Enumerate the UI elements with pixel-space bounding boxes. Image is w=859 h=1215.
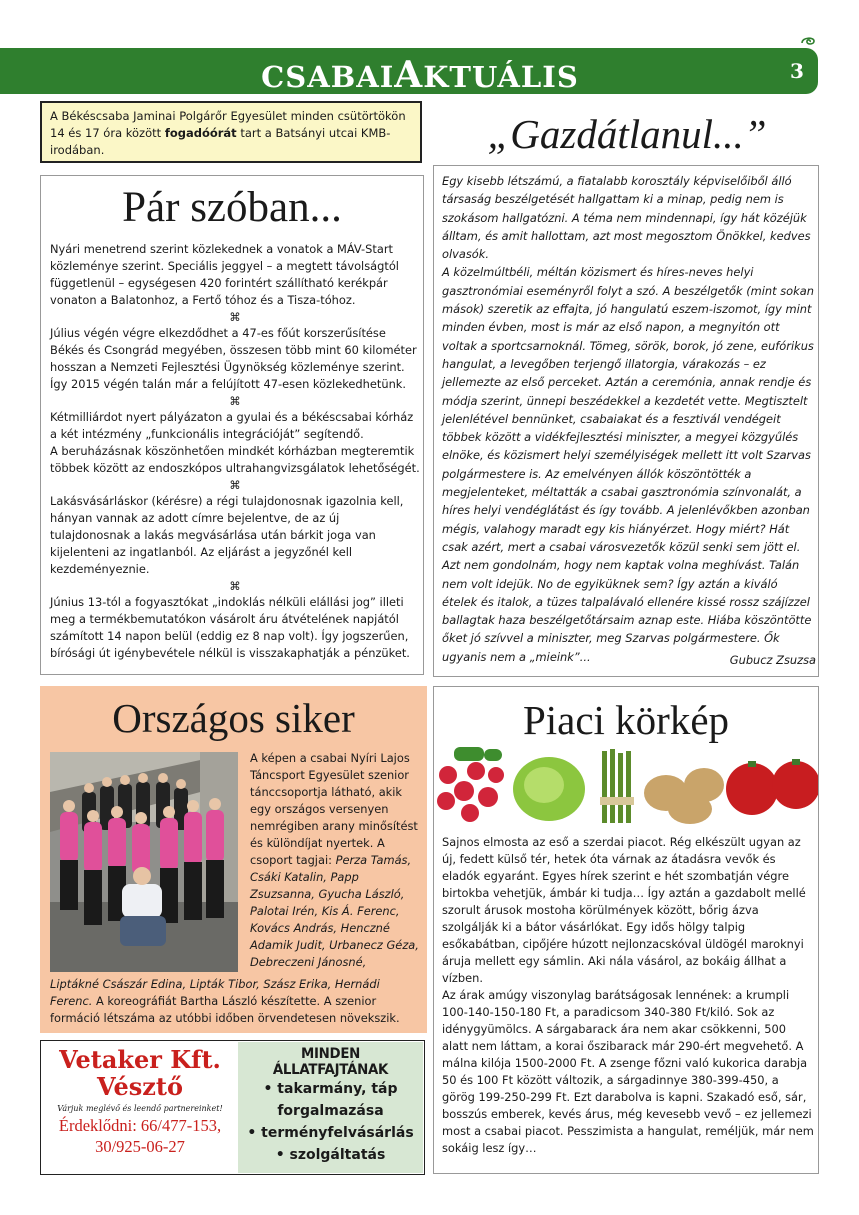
ad-phone-2: 30/925-06-27 — [95, 1137, 185, 1156]
masthead-prefix: CSABAI — [261, 60, 395, 94]
article-paragraph: Lakásvásárláskor (kérésre) a régi tulajdonosnak igazolnia kell, hányan vannak az adott címre bejelentve, de az új tulajdonosnak a lakás megvásárlása után bárkit joga van kijelenteni az ingatlanból. Az eljárást a jegyzőnél kell kezdeményeznie. — [50, 494, 404, 576]
office-hours-text-end: tart a Batsányi utcai KMB-irodában. — [50, 126, 391, 157]
article-paragraph: Nyári menetrend szerint közlekednek a vonatok a MÁV-Start közleménye szerint. Speciális jeggyel – a megtett távolságtól függetlenül – egységesen 420 forintért szállítható kerékpár vonaton a Balatonhoz, a Fertő tóhoz és a Tisza-tóhoz. — [50, 242, 399, 307]
article-paragraph: Kétmilliárdot nyert pályázaton a gyulai és a békéscsabai kórház a két intézmény „funkcionális integrációját” segítendő. A beruházásnak köszönhetően mindkét kórházban megteremtik többek között az endoszkópos ultrahangvizsgálatok lehetőségét. — [50, 410, 420, 475]
article-paragraph: Sajnos elmosta az eső a szerdai piacot. Rég elkészült ugyan az új, fedett külső tér, hetek óta várnak az átadásra vevők és eladók egyaránt. Egyes hírek szerint e hét szombatján végre birtokba vehetjük, ámbár ki tudja… Így aztán a gazdabolt mellé szorult árusok mostoha körülmények között, bőrig ázva szolgálják ki a bátor vásárlókat. Egy idős hölgy talpig esőkabátban, cipőjére húzott nejlonzacskóval üldögél maroknyi áruja mellett egy sámlin. Aki nála vásárol, az bokáig állhat a vízben. — [442, 835, 806, 985]
article-paragraph: A közelmúltbéli, méltán közismert és híres-neves helyi gasztronómiai eseményről folyt a szó. A beszélgetők (mint sokan mások) szeretik az effajta, jó hangulatú eszem-iszomot, így mint minden évben, most is már az első napon, a megnyitón ott voltak a sportcsarnoknál. Tömeg, sörök, borok, jó zene, eufórikus hangulat, a levegőben terjengő illatorgia, várakozás – ez jellemezte az első perceket. Aztán a ceremónia, annak rendje és módja szerint, ünnepi beszédekkel a kezdetét vette. Megtisztelt jelenlétével bennünket, csabaiakat és a fesztivál vendégeit többek között a vidékfejlesztési miniszter, a megyei közgyűlés elnöke, és közismert helyi személyiségek mellett itt volt Szarvas polgármestere is. Az emelvényen állók köszöntötték a megjelenteket, méltatták a csabai gasztronómia színvonalát, a híres helyi vendéglátást és így tovább. A jelenlévőkben azonban mégis, valahogy maradt egy kis hiányérzet. Hogy miért? Hát csak azért, mert a csabai városvezetők közül senki sem jött el. Azt nem gondolnám, hogy nem kaptak volna meghívást. Talán nem volt idejük. No de egyiküknek sem? Így aztán a kiváló ételek és italok, a tüzes talpalávaló ellenére kissé rossz szájízzel ballagtak haza beszélgetőtársaim aznap este. Hiába köszöntötte őket jó szívvel a miniszter, meg Szarvas polgármestere. Ők ugyanis nem a „mieink”... — [442, 265, 814, 664]
article-paragraph: Július végén végre elkezdődhet a 47-es főút korszerűsítése Békés és Csongrád megyében, összesen több mint 60 kilométer hosszan a Nemzeti Fejlesztési Ügynökség közleménye szerint. Így 2015 végén talán már a felújított 47-esen közlekedhetünk. — [50, 326, 417, 391]
masthead-rest: KTUÁLIS — [423, 60, 579, 94]
ad-service-item: • takarmány, táp — [263, 1081, 398, 1097]
ad-services-panel — [238, 1042, 423, 1173]
orszagos-siker-text — [250, 750, 420, 971]
separator-icon: ⌘ — [229, 310, 241, 324]
piaci-korkep-body — [442, 834, 814, 1157]
ad-services-list — [238, 1078, 423, 1166]
article-author: Gubucz Zsuzsa — [729, 653, 816, 667]
office-hours-notice — [40, 101, 422, 163]
orszagos-siker-members: Perza Tamás, Csáki Katalin, Papp Zsuzsanna, Gyucha László, Palotai Irén, Kis Á. Ferenc, Kovács András, Henczné Adamik Judit, Urbanecz Géza, Debreczeni Jánosné, — [250, 853, 419, 969]
separator-icon: ⌘ — [229, 579, 241, 593]
article-paragraph: Az árak amúgy viszonylag barátságosak lennének: a krumpli 100-140-150-180 Ft, a paradicsom 340-380 Ft/kiló. Sok az idénygyümölcs. A sárgabarack ára nem akar csökkenni, 500 alatt nem láttam, a korai őszibarack már 290-ért megvehető. A málna kilója 1500-2000 Ft. A zsenge főzni való kukorica darabja 50 és 100 Ft között változik, a sárgadinnye 380-399-450, a görög 199-250-299 Ft. Ezt darabolva is kapni. Szakadó eső, sár, bosszús emberek, kevés árus, még kevesebb vevő – ez jellemezi most a csabai piacot. Pesszimista a hangulat, reméljük, már nem sokáig lesz így… — [442, 988, 814, 1155]
gazdatlanul-body — [442, 172, 814, 666]
ad-city-line: Vésztő — [97, 1072, 183, 1101]
separator-icon: ⌘ — [229, 478, 241, 492]
ad-phone-1: Érdeklődni: 66/477-153, — [58, 1116, 222, 1135]
ad-company-line: Vetaker Kft. — [59, 1045, 221, 1074]
ad-company-panel — [42, 1042, 238, 1173]
ad-service-item: • terményfelvásárlás — [247, 1125, 414, 1141]
par-szoban-body — [50, 241, 420, 662]
orszagos-siker-closing: A koreográfiát Bartha László készítette. A szenior formáció létszáma az utóbbi időben örvendetesen növekszik. — [50, 994, 400, 1025]
article-paragraph: Június 13-tól a fogyasztókat „indoklás nélküli elállási jog” illeti meg a termékbemutatókon vásárolt áru átvételének napjától számított 14 napon belül (eddig ez 8 nap volt). Így jogszerűen, bírósági út igénybevétele nélkül is visszakaphatják a pénzüket. — [50, 595, 410, 660]
piaci-korkep-title: Piaci körkép — [522, 697, 730, 743]
orszagos-siker-title: Országos siker — [112, 695, 355, 741]
orszagos-siker-intro: A képen a csabai Nyíri Lajos Táncsport Egyesület szenior tánccsoportja látható, akik egy országos versenyen nemrégiben arany minősítést és különdíjat nyertek. A csoport tagjai: — [250, 751, 418, 867]
office-hours-text: A Békéscsaba Jaminai Polgárőr Egyesület minden csütörtökön 14 és 17 óra között — [50, 109, 406, 140]
gazdatlanul-title: „Gazdátlanul...” — [487, 111, 767, 157]
ad-contact — [42, 1115, 238, 1157]
vegetables-photo — [434, 745, 818, 827]
masthead-a: A — [394, 54, 424, 96]
orszagos-siker-text-continued — [50, 976, 422, 1027]
masthead-title — [240, 54, 600, 96]
separator-icon: ⌘ — [229, 394, 241, 408]
office-hours-bold: fogadóórát — [164, 126, 237, 140]
orszagos-siker-members-end: Liptákné Császár Edina, Lipták Tibor, Szász Erika, Hernádi Ferenc. — [50, 977, 380, 1008]
article-paragraph: Egy kisebb létszámú, a fiatalabb korosztály képviselőiből álló társaság beszélgetését hallgattam ki a minap, pedig nem is szokásom hallgatózni. A téma nem mindennapi, így hát közéjük álltam, és amit hallottam, azt most megosztom Önökkel, kedves olvasók. — [442, 174, 811, 262]
ad-company-name — [42, 1046, 238, 1100]
ad-headline: MINDEN ÁLLATFAJTÁNAK — [272, 1046, 389, 1078]
swirl-ornament-icon — [800, 35, 816, 47]
page-number: 3 — [790, 59, 804, 83]
ad-service-item: • szolgáltatás — [275, 1147, 386, 1163]
ad-service-item: forgalmazása — [277, 1103, 384, 1119]
par-szoban-title: Pár szóban... — [122, 184, 342, 231]
dance-group-photo — [50, 752, 238, 972]
ad-slogan: Várjuk meglévő és leendő partnereinket! — [57, 1104, 223, 1113]
